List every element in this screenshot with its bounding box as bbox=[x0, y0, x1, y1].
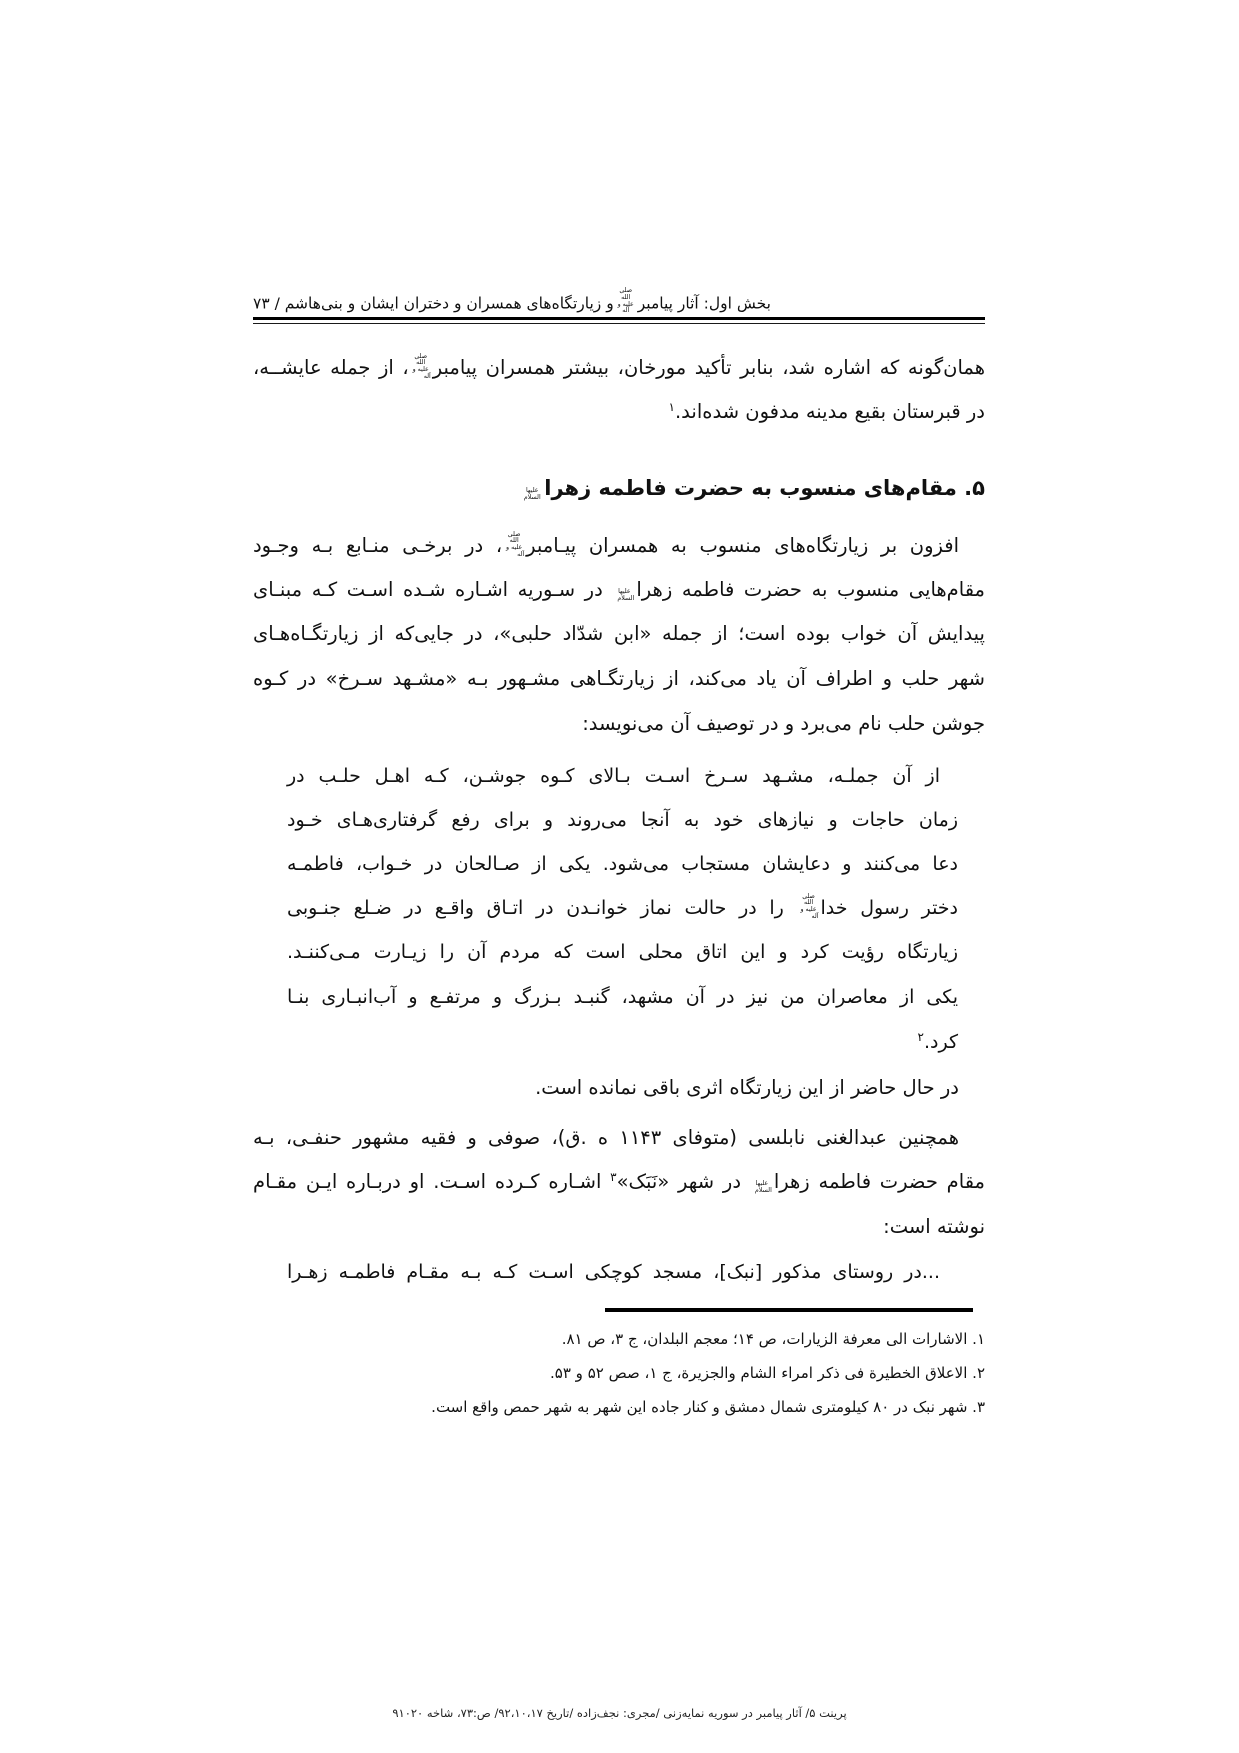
footnote-separator bbox=[605, 1308, 973, 1312]
running-header-rest: و زیارتگاه‌های همسران و دختران ایشان و بنی‌هاشم / bbox=[274, 294, 614, 313]
text-run: را در حالت نماز خوانـدن در اتـاق واقـع در ضـلع جنـوبی bbox=[287, 897, 784, 919]
paragraph-line bbox=[253, 352, 985, 384]
prophet-honorific-icon: صلی الله علیه و آله bbox=[800, 892, 819, 920]
print-info: پرینت ۵/ آثار پیامبر در سوریه نمایه‌زنی /مجری: نجف‌زاده /تاریخ ۹۲،۱۰،۱۷/ ص:۷۳، شاخه ۹۱۰۲۰ bbox=[392, 1706, 847, 1720]
paragraph-line bbox=[253, 663, 985, 695]
text-run: همچنین عبدالغنی نابلسی (متوفای ۱۱۴۳ ه .ق)، صوفی و فقیه مشهور حنفـی، بـه bbox=[253, 1126, 959, 1149]
text-run: در سـوریه اشـاره شـده اسـت کـه مبنـای bbox=[253, 578, 603, 601]
quote-line bbox=[287, 1256, 958, 1288]
text-run: زیارتگاه رؤیت کرد و این اتاق محلی است که مردم آن را زیـارت مـی‌کننـد. bbox=[287, 941, 958, 963]
paragraph-line bbox=[253, 1072, 985, 1104]
text-run: یکی از معاصران من نیز در آن مشهد، گنبـد بـزرگ و مرتفـع و آب‌انبـاری بنـا bbox=[287, 986, 958, 1008]
running-header bbox=[253, 288, 985, 315]
prophet-honorific-icon: صلی الله علیه و آله bbox=[506, 530, 525, 558]
text-run: شهر حلب و اطراف آن یاد می‌کند، از زیارتگـاهی مشـهور بـه «مشـهد سـرخ» در کـوه bbox=[253, 667, 985, 690]
text-run: ، در برخـی منـابع بـه وجـود bbox=[253, 534, 503, 557]
text-run: پیدایش آن خواب بوده است؛ از جمله «ابن شدّاد حلبی»، در جایی‌که از زیارتگـاه‌هـای bbox=[253, 622, 985, 645]
paragraph-line bbox=[253, 396, 985, 428]
prophet-honorific-icon: صلی الله علیه و آله bbox=[617, 287, 634, 315]
text-run: دختر رسول خدا bbox=[820, 897, 959, 919]
quote-line bbox=[287, 981, 958, 1013]
section-heading bbox=[253, 472, 985, 504]
text-run: نوشته است: bbox=[883, 1215, 985, 1238]
prophet-honorific-icon: صلی الله علیه و آله bbox=[412, 352, 431, 380]
text-run: اشـاره کـرده اسـت. او دربـاره ایـن مقـام bbox=[253, 1170, 602, 1193]
paragraph-line bbox=[253, 1166, 985, 1198]
header-rule bbox=[253, 317, 985, 324]
footnote-text: ۳. شهر نبک در ۸۰ کیلومتری شمال دمشق و کنار جاده این شهر به شهر حمص واقع است. bbox=[431, 1398, 985, 1416]
footnote-line bbox=[253, 1396, 985, 1418]
quote-line bbox=[287, 936, 958, 968]
text-run: کرد. bbox=[923, 1031, 958, 1053]
quote-line bbox=[287, 848, 958, 880]
running-header-title: بخش اول: آثار پیامبر bbox=[637, 294, 771, 313]
paragraph-line bbox=[253, 708, 985, 740]
text-run: در حال حاضر از این زیارتگاه اثری باقی نمانده است. bbox=[535, 1076, 959, 1099]
page-number: ۷۳ bbox=[253, 294, 270, 313]
paragraph-line bbox=[253, 1122, 985, 1154]
quote-line bbox=[287, 760, 958, 792]
paragraph-line bbox=[253, 1211, 985, 1243]
text-run: افزون بر زیارتگاه‌های منسوب به همسران پیـامبر bbox=[526, 534, 959, 557]
footnote-line bbox=[253, 1328, 985, 1350]
paragraph-line bbox=[253, 618, 985, 650]
text-run: همان‌گونه که اشاره شد، بنابر تأکید مورخان، بیشتر همسران پیامبر bbox=[432, 356, 985, 379]
footnote-ref: ۳ bbox=[610, 1170, 617, 1184]
quote-line bbox=[287, 804, 958, 836]
text-run: مقام‌هایی منسوب به حضرت فاطمه زهرا bbox=[636, 578, 986, 601]
text-run: در قبرستان بقیع مدینه مدفون شده‌اند. bbox=[674, 400, 985, 423]
footnote-text: ۱. الاشارات الی معرفة الزیارات، ص ۱۴؛ معجم البلدان، ج ۳، ص ۸۱. bbox=[561, 1330, 985, 1348]
footnote-text: ۲. الاعلاق الخطیرة فی ذکر امراء الشام والجزیرة، ج ۱، صص ۵۲ و ۵۳. bbox=[550, 1364, 985, 1382]
quote-line bbox=[287, 1026, 958, 1058]
text-run: جوشن حلب نام می‌برد و در توصیف آن می‌نویسد: bbox=[582, 712, 985, 735]
text-run: زمان حاجات و نیازهای خود به آنجا می‌روند و برای رفع گرفتاری‌هـای خـود bbox=[287, 809, 958, 831]
text-run: ...در روستای مذکور [نبک]، مسجد کوچکی اسـت کـه بـه مقـام فاطمـه زهـرا bbox=[287, 1261, 940, 1283]
paragraph-line bbox=[253, 530, 985, 562]
footnote-ref: ۱ bbox=[668, 400, 675, 414]
paragraph-line bbox=[253, 574, 985, 606]
section-heading-text: ۵. مقام‌های منسوب به حضرت فاطمه زهرا bbox=[544, 476, 985, 500]
text-run: مقام حضرت فاطمه زهرا bbox=[773, 1170, 986, 1193]
zahra-honorific-icon: علیها السلام bbox=[523, 487, 541, 501]
zahra-honorific-icon: علیها السلام bbox=[754, 1180, 772, 1194]
quote-line bbox=[287, 892, 958, 924]
footnote-line bbox=[253, 1362, 985, 1384]
text-run: از آن جملـه، مشـهد سـرخ اسـت بـالای کـوه جوشـن، کـه اهـل حلـب در bbox=[287, 765, 940, 787]
text-run: دعا می‌کنند و دعایشان مستجاب می‌شود. یکی از صـالحان در خـواب، فاطمـه bbox=[287, 853, 958, 875]
page-footer bbox=[0, 1706, 1239, 1720]
zahra-honorific-icon: علیها السلام bbox=[617, 588, 635, 602]
text-run: ، از جمله عایشــه، bbox=[253, 356, 409, 379]
footnote-ref: ۲ bbox=[917, 1030, 924, 1044]
text-run: در شهر «نَبَک» bbox=[616, 1170, 742, 1193]
